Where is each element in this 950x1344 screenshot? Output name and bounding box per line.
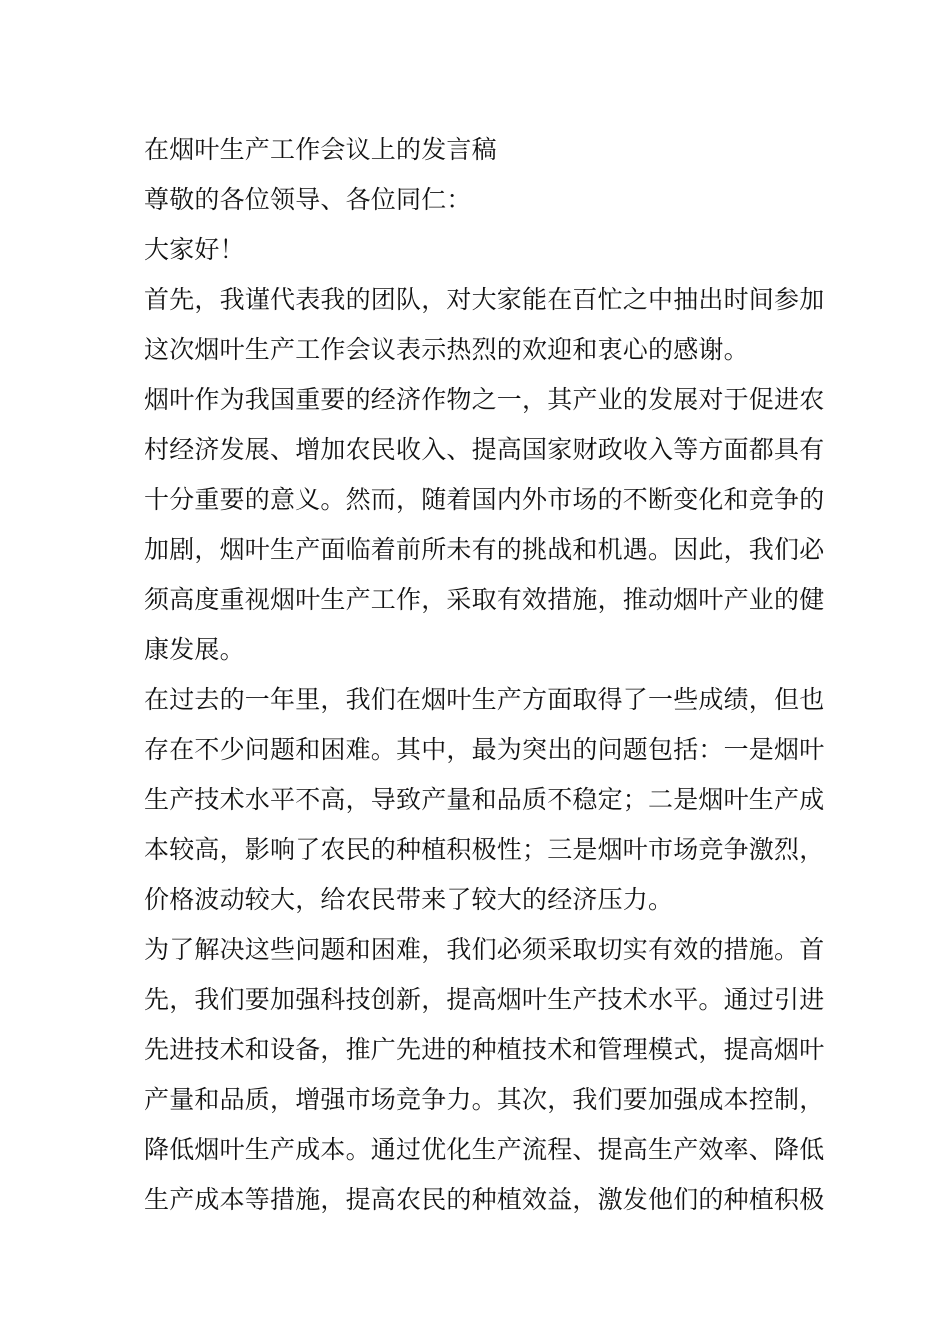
- text-line: 先进技术和设备，推广先进的种植技术和管理模式，提高烟叶: [144, 1035, 825, 1064]
- text-line: 在过去的一年里，我们在烟叶生产方面取得了一些成绩，但也: [144, 685, 825, 714]
- text-line: 生产成本等措施，提高农民的种植效益，激发他们的种植积极: [144, 1185, 825, 1214]
- text-line: 十分重要的意义。然而，随着国内外市场的不断变化和竞争的: [144, 485, 825, 514]
- text-line: 加剧，烟叶生产面临着前所未有的挑战和机遇。因此，我们必: [144, 535, 825, 564]
- text-line: 烟叶作为我国重要的经济作物之一，其产业的发展对于促进农: [144, 385, 825, 414]
- text-line: 须高度重视烟叶生产工作，采取有效措施，推动烟叶产业的健: [144, 585, 825, 614]
- text-line: 先，我们要加强科技创新，提高烟叶生产技术水平。通过引进: [144, 985, 825, 1014]
- text-line: 康发展。: [144, 635, 245, 664]
- text-line: 产量和品质，增强市场竞争力。其次，我们要加强成本控制，: [144, 1085, 825, 1114]
- text-line: 村经济发展、增加农民收入、提高国家财政收入等方面都具有: [144, 435, 825, 464]
- salutation: 尊敬的各位领导、各位同仁：: [144, 185, 472, 214]
- document-title: 在烟叶生产工作会议上的发言稿: [144, 135, 497, 164]
- text-line: 本较高，影响了农民的种植积极性；三是烟叶市场竞争激烈，: [144, 835, 825, 864]
- greeting: 大家好！: [144, 235, 245, 264]
- text-line: 为了解决这些问题和困难，我们必须采取切实有效的措施。首: [144, 935, 825, 964]
- text-line: 生产技术水平不高，导致产量和品质不稳定；二是烟叶生产成: [144, 785, 825, 814]
- text-line: 降低烟叶生产成本。通过优化生产流程、提高生产效率、降低: [144, 1135, 825, 1164]
- document-body: [144, 125, 825, 1225]
- text-line: 存在不少问题和困难。其中，最为突出的问题包括：一是烟叶: [144, 735, 825, 764]
- text-line: 首先，我谨代表我的团队，对大家能在百忙之中抽出时间参加: [144, 285, 825, 314]
- text-line: 这次烟叶生产工作会议表示热烈的欢迎和衷心的感谢。: [144, 335, 749, 364]
- text-line: 价格波动较大，给农民带来了较大的经济压力。: [144, 885, 674, 914]
